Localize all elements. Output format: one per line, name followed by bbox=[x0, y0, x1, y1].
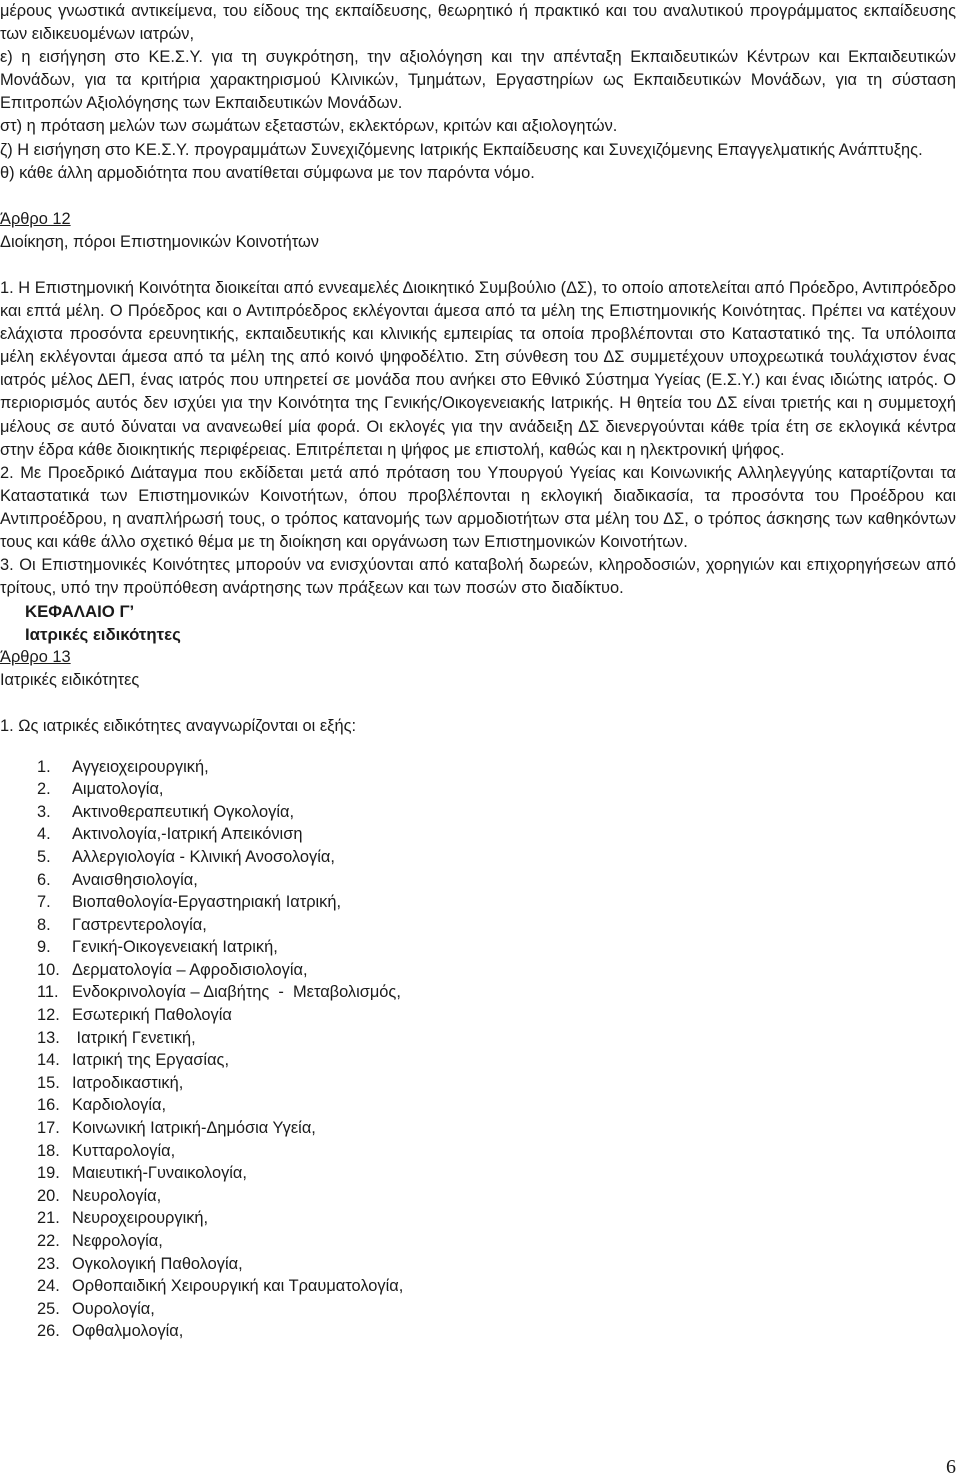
list-item-text: Ογκολογική Παθολογία, bbox=[72, 1254, 243, 1273]
list-item-number: 17. bbox=[37, 1119, 60, 1138]
list-item-number: 24. bbox=[37, 1277, 60, 1296]
list-item-text: Γενική-Οικογενειακή Ιατρική, bbox=[72, 938, 278, 957]
list-item bbox=[0, 936, 956, 959]
list-item-text: Νεφρολογία, bbox=[72, 1232, 163, 1250]
list-item bbox=[0, 891, 956, 914]
article-12-paragraph-1: 1. Η Επιστημονική Κοινότητα διοικείται από εννεαμελές Διοικητικό Συμβούλιο (ΔΣ), το οποίο αποτελείται από Πρόεδρο, Αντιπρόεδρο και επτά μέλη. Ο Πρόεδρος και ο Αντιπρόεδρος εκλέγονται άμεσα από τα μέλη της Επιστημονικής Κοινότητας. Πρέπει να κατέχουν ελάχιστα προσόντα ερευνητικής, εκπαιδευτικής και κλινικής εμπειρίας τα οποία προβλέπονται στο Καταστατικό της. Τα υπόλοιπα μέλη εκλέγονται άμεσα από τα μέλη της από κοινό ψηφοδέλτιο. Στη σύνθεση του ΔΣ συμμετέχουν υποχρεωτικά τουλάχιστον ένας ιατρός μέλος ΔΕΠ, ένας ιατρός που υπηρετεί σε μονάδα που ανήκει στο Εθνικό Σύστημα Υγείας (Ε.Σ.Υ.) και ένας ιδιώτης ιατρός. Ο περιορισμός αυτός δεν ισχύει για την Κοινότητα της Γενικής/Οικογενειακής Ιατρικής. Η θητεία του ΔΣ είναι τριετής και η συμμετοχή μέλους σε αυτό δύναται να ανανεωθεί μία φορά. Οι εκλογές για την ανάδειξη ΔΣ διενεργούνται κάθε τρία έτη σε εκλογικά κέντρα στην έδρα κάθε διοικητικής περιφέρειας. Επιτρέπεται η ψήφος με επιστολή, καθώς και η ηλεκτρονική ψήφος. bbox=[0, 278, 956, 459]
list-item-text: Ακτινολογία,-Ιατρική Απεικόνιση bbox=[72, 825, 303, 844]
list-item-text: Καρδιολογία, bbox=[72, 1096, 167, 1115]
article-12-number: Άρθρο 12 bbox=[0, 209, 71, 228]
list-item-number: 11. bbox=[37, 983, 59, 1002]
list-item bbox=[0, 1320, 956, 1343]
list-item bbox=[0, 1253, 956, 1276]
list-item-text: Μαιευτική-Γυναικολογία, bbox=[72, 1164, 247, 1183]
list-item-number: 23. bbox=[37, 1254, 60, 1273]
list-item-text: Κοινωνική Ιατρική-Δημόσια Υγεία, bbox=[72, 1119, 316, 1138]
list-item bbox=[0, 778, 956, 801]
list-item bbox=[0, 981, 956, 1004]
list-item bbox=[0, 1140, 956, 1163]
list-item-text: Αγγειοχειρουργική, bbox=[72, 757, 209, 776]
list-item bbox=[0, 1162, 956, 1185]
paragraph-item-st: στ) η πρόταση μελών των σωμάτων εξεταστών, εκλεκτόρων, κριτών και αξιολογητών. bbox=[0, 117, 618, 136]
list-item-number: 25. bbox=[37, 1299, 60, 1318]
chapter-label: ΚΕΦΑΛΑΙΟ Γ’ bbox=[25, 602, 135, 622]
specialties-list bbox=[0, 756, 956, 1343]
article-13-title: Ιατρικές ειδικότητες bbox=[0, 671, 140, 690]
list-item-text: Νευρολογία, bbox=[72, 1186, 162, 1205]
list-item-text: Ενδοκρινολογία – Διαβήτης - Μεταβολισμός, bbox=[72, 983, 401, 1002]
list-item-number: 26. bbox=[37, 1322, 60, 1341]
article-12-title: Διοίκηση, πόροι Επιστημονικών Κοινοτήτων bbox=[0, 232, 319, 251]
list-item bbox=[0, 1072, 956, 1095]
list-item-number: 8. bbox=[37, 915, 51, 934]
list-item-text: Δερματολογία – Αφροδισιολογία, bbox=[72, 960, 308, 979]
list-item-text: Βιοπαθολογία-Εργαστηριακή Ιατρική, bbox=[72, 893, 342, 912]
list-item bbox=[0, 1185, 956, 1208]
article-12-paragraph-3: 3. Οι Επιστημονικές Κοινότητες μπορούν να ενισχύονται από καταβολή δωρεών, κληροδοσιών, χορηγιών και επιχορηγήσεων από τρίτους, υπό την προϋπόθεση ανάρτησης των πράξεων και των ποσών στο διαδίκτυο. bbox=[0, 556, 956, 598]
list-item-number: 4. bbox=[37, 825, 51, 844]
list-item-number: 7. bbox=[37, 893, 51, 912]
list-item bbox=[0, 823, 956, 846]
list-item bbox=[0, 1298, 956, 1321]
list-item-number: 9. bbox=[37, 938, 51, 957]
article-12-paragraph-2: 2. Με Προεδρικό Διάταγμα που εκδίδεται μετά από πρόταση του Υπουργού Υγείας και Κοινωνικής Αλληλεγγύης καταρτίζονται τα Καταστατικά των Επιστημονικών Κοινοτήτων, όπου προβλέπονται η εκλογική διαδικασία, τα προσόντα του Προέδρου και Αντιπροέδρου, η αναπλήρωσή τους, ο τρόπος κατανομής των αρμοδιοτήτων στα μέλη του ΔΣ, ο τρόπος άσκησης των καθηκόντων τους και κάθε άλλο σχετικό θέμα με τη διοίκηση και οργάνωση των Επιστημονικών Κοινοτήτων. bbox=[0, 463, 956, 551]
list-item-number: 10. bbox=[37, 960, 60, 979]
paragraph-item-e: ε) η εισήγηση στο ΚΕ.Σ.Υ. για τη συγκρότηση, την αξιολόγηση και την απένταξη Εκπαιδευτικών Κέντρων και Εκπαιδευτικών Μονάδων, για τα κριτήρια χαρακτηρισμού Κλινικών, Τμημάτων, Εργαστηρίων ως Εκπαιδευτικών Μονάδων, για τη σύσταση Επιτροπών Αξιολόγησης των Εκπαιδευτικών Μονάδων. bbox=[0, 48, 956, 113]
list-item-text: Ιατρική της Εργασίας, bbox=[72, 1051, 229, 1070]
list-item-number: 16. bbox=[37, 1096, 60, 1115]
list-item bbox=[0, 1027, 956, 1050]
list-item bbox=[0, 1094, 956, 1117]
list-item-text: Οφθαλμολογία, bbox=[72, 1322, 184, 1341]
list-item bbox=[0, 1049, 956, 1072]
list-item-text: Εσωτερική Παθολογία bbox=[72, 1006, 232, 1025]
list-item bbox=[0, 914, 956, 937]
list-item-number: 21. bbox=[37, 1209, 60, 1228]
list-item-number: 20. bbox=[37, 1186, 60, 1205]
chapter-title: Ιατρικές ειδικότητες bbox=[25, 625, 181, 645]
spacer bbox=[0, 692, 956, 715]
spacer bbox=[0, 185, 956, 208]
spacer bbox=[0, 254, 956, 277]
list-item-text: Γαστρεντερολογία, bbox=[72, 915, 207, 934]
article-13-intro: 1. Ως ιατρικές ειδικότητες αναγνωρίζονται οι εξής: bbox=[0, 717, 357, 736]
list-item bbox=[0, 1207, 956, 1230]
paragraph-item-th: θ) κάθε άλλη αρμοδιότητα που ανατίθεται σύμφωνα με τον παρόντα νόμο. bbox=[0, 163, 535, 182]
list-item bbox=[0, 1275, 956, 1298]
list-item bbox=[0, 801, 956, 824]
page-number: 6 bbox=[946, 1456, 956, 1478]
list-item bbox=[0, 1004, 956, 1027]
list-item-number: 3. bbox=[37, 802, 51, 821]
list-item-number: 18. bbox=[37, 1141, 60, 1160]
list-item bbox=[0, 846, 956, 869]
list-item-number: 6. bbox=[37, 870, 51, 889]
list-item-number: 12. bbox=[37, 1006, 60, 1025]
list-item-number: 22. bbox=[37, 1232, 60, 1250]
list-item-text: Αιματολογία, bbox=[72, 780, 164, 799]
list-item bbox=[0, 756, 956, 779]
list-item-text: Κυτταρολογία, bbox=[72, 1141, 176, 1160]
list-item-number: 14. bbox=[37, 1051, 60, 1070]
list-item bbox=[0, 869, 956, 892]
spacer bbox=[0, 739, 956, 756]
paragraph-item-z: ζ) Η εισήγηση στο ΚΕ.Σ.Υ. προγραμμάτων Συνεχιζόμενης Ιατρικής Εκπαίδευσης και Συνεχιζόμενης Επαγγελματικής Ανάπτυξης. bbox=[0, 140, 923, 159]
list-item-number: 19. bbox=[37, 1164, 60, 1183]
list-item-text: Αλλεργιολογία - Κλινική Ανοσολογία, bbox=[72, 847, 335, 866]
list-item-number: 13. bbox=[37, 1028, 60, 1047]
article-13-number: Άρθρο 13 bbox=[0, 648, 71, 667]
list-item-text: Ιατρική Γενετική, bbox=[72, 1028, 196, 1047]
list-item bbox=[0, 959, 956, 982]
list-item bbox=[0, 1230, 956, 1253]
list-item-number: 1. bbox=[37, 757, 51, 776]
paragraph-curriculum: μέρους γνωστικά αντικείμενα, του είδους της εκπαίδευσης, θεωρητικό ή πρακτικό και του αναλυτικού προγράμματος εκπαίδευσης των ειδικευομένων ιατρών, bbox=[0, 2, 956, 44]
list-item-text: Ουρολογία, bbox=[72, 1299, 155, 1318]
list-item bbox=[0, 1117, 956, 1140]
list-item-text: Αναισθησιολογία, bbox=[72, 870, 198, 889]
list-item-number: 2. bbox=[37, 780, 51, 799]
list-item-text: Ιατροδικαστική, bbox=[72, 1073, 184, 1092]
list-item-number: 15. bbox=[37, 1073, 60, 1092]
list-item-text: Νευροχειρουργική, bbox=[72, 1209, 209, 1228]
list-item-text: Ακτινοθεραπευτική Ογκολογία, bbox=[72, 802, 295, 821]
list-item-text: Ορθοπαιδική Χειρουργική και Τραυματολογία, bbox=[72, 1277, 404, 1296]
list-item-number: 5. bbox=[37, 847, 51, 866]
